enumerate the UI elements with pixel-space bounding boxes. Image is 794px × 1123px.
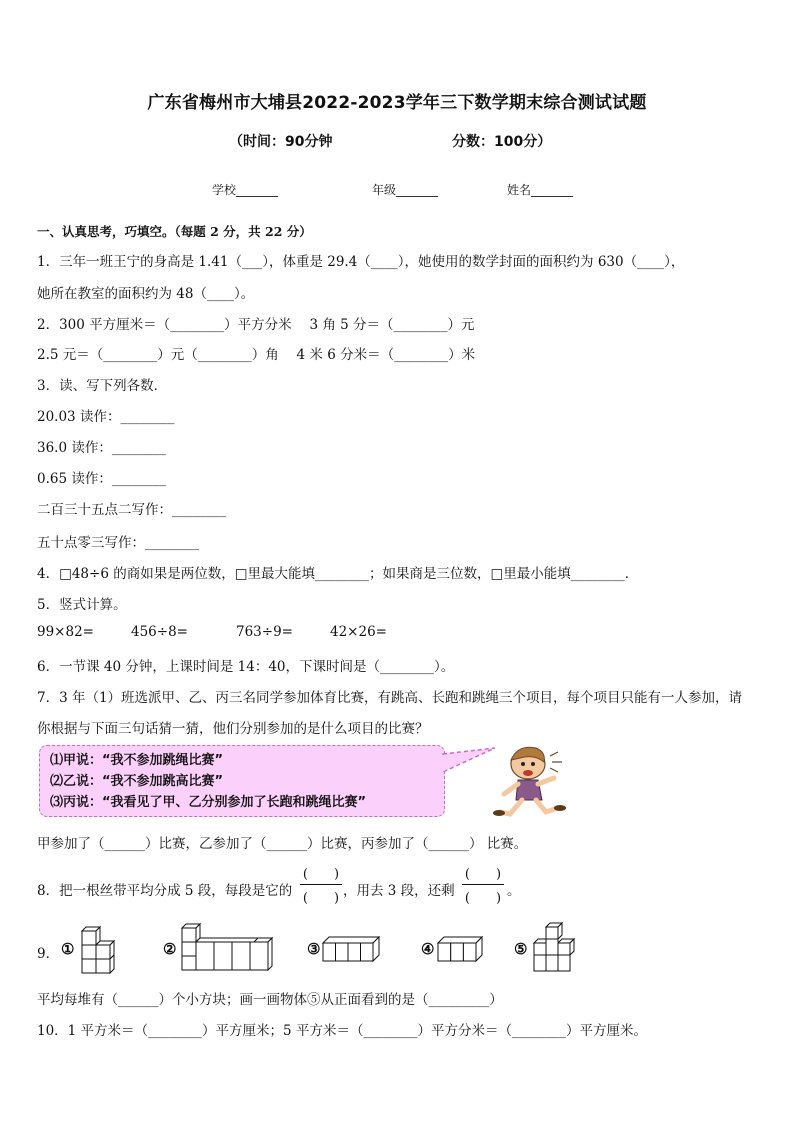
numerator-blank: ( ) [464,867,502,882]
question-3-item: 36.0 读作：________ [37,440,166,456]
question-8-part3: 。 [507,883,521,899]
question-10: 10．1 平方米＝（________）平方厘米；5 平方米＝（________）平方分米＝（________）平方厘米。 [37,1023,647,1039]
name-field[interactable]: 姓名_______ [507,183,574,197]
question-2-line1: 2．300 平方厘米＝（________）平方分米 3 角 5 分＝（________）元 [37,317,475,333]
statement-bing: ⑶丙说：“我看见了甲、乙分别参加了长跑和跳绳比赛” [50,795,367,810]
question-3-title: 3．读、写下列各数． [37,378,168,394]
calc-item: 99×82= [37,624,94,640]
statement-yi: ⑵乙说：“我不参加跳高比赛” [50,774,224,789]
statement-jia: ⑴甲说：“我不参加跳绳比赛” [50,753,224,768]
figure-mark-5: ⑤ [514,940,528,958]
cube-figure-1 [78,927,114,973]
question-7-answer: 甲参加了（______）比赛，乙参加了（______）比赛，丙参加了（______） 比赛。 [37,836,528,852]
exam-score: 分数：100分） [452,134,552,150]
grade-field[interactable]: 年级_______ [372,183,439,197]
question-3-item: 五十点零三写作：________ [37,535,199,551]
running-boy-illustration [488,742,570,824]
numerator-blank: ( ) [302,867,340,882]
question-6: 6．一节课 40 分钟，上课时间是 14：40，下课时间是（________）。 [37,659,455,675]
cube-figure-3 [323,937,379,963]
calc-item: 763÷9= [236,624,293,640]
cube-figure-5 [532,921,576,975]
question-3-item: 二百三十五点二写作：________ [37,502,226,518]
calc-item: 42×26= [330,624,387,640]
page-title: 广东省梅州市大埔县2022-2023学年三下数学期末综合测试试题 [147,93,647,113]
calc-item: 456÷8= [131,624,188,640]
figure-mark-4: ④ [421,940,435,958]
section-heading: 一、认真思考，巧填空。（每题 2 分，共 22 分） [37,224,312,239]
cube-figure-2 [178,924,272,974]
question-9-line: 平均每堆有（______）个小方块；画一画物体⑤从正面看到的是（_________） [37,992,503,1008]
exam-time: （时间：90分钟 [229,134,333,150]
question-7-line2: 你根据与下面三句话猜一猜，他们分别参加的是什么项目的比赛？ [37,721,429,737]
question-8-part2: ，用去 3 段，还剩 [343,883,455,899]
figure-mark-2: ② [163,940,177,958]
fraction-bar [462,884,504,885]
question-5-title: 5．竖式计算。 [37,597,127,613]
fraction-blank[interactable] [462,863,504,906]
fraction-blank[interactable] [300,863,342,906]
question-7-line1: 7．3 年（1）班选派甲、乙、丙三名同学参加体育比赛，有跳高、长跑和跳绳三个项目，每个项目只能有一人参加，请 [37,690,743,706]
figure-mark-3: ③ [307,940,321,958]
figure-mark-1: ① [61,940,75,958]
question-3-item: 20.03 读作：________ [37,409,175,425]
question-3-item: 0.65 读作：________ [37,471,166,487]
speech-bubble [39,745,445,817]
denominator-blank: ( ) [302,891,340,906]
fraction-bar [300,884,342,885]
school-field[interactable]: 学校_______ [212,183,279,197]
question-1-line1: 1．三年一班王宁的身高是 1.41（___），体重是 29.4（____），她使用的数学封面的面积约为 630（____）， [37,254,685,270]
cube-figure-4 [438,937,482,963]
question-2-line2: 2.5 元＝（________）元（________）角 4 米 6 分米＝（________）米 [37,347,476,363]
question-1-line2: 她所在教室的面积约为 48（____）。 [37,286,255,302]
question-9-label: 9． [37,946,60,962]
question-4: 4．□48÷6 的商如果是两位数，□里最大能填________；如果商是三位数，□里最小能填________． [37,566,639,582]
question-8-part1: 8．把一根丝带平均分成 5 段，每段是它的 [37,883,293,899]
denominator-blank: ( ) [464,891,502,906]
